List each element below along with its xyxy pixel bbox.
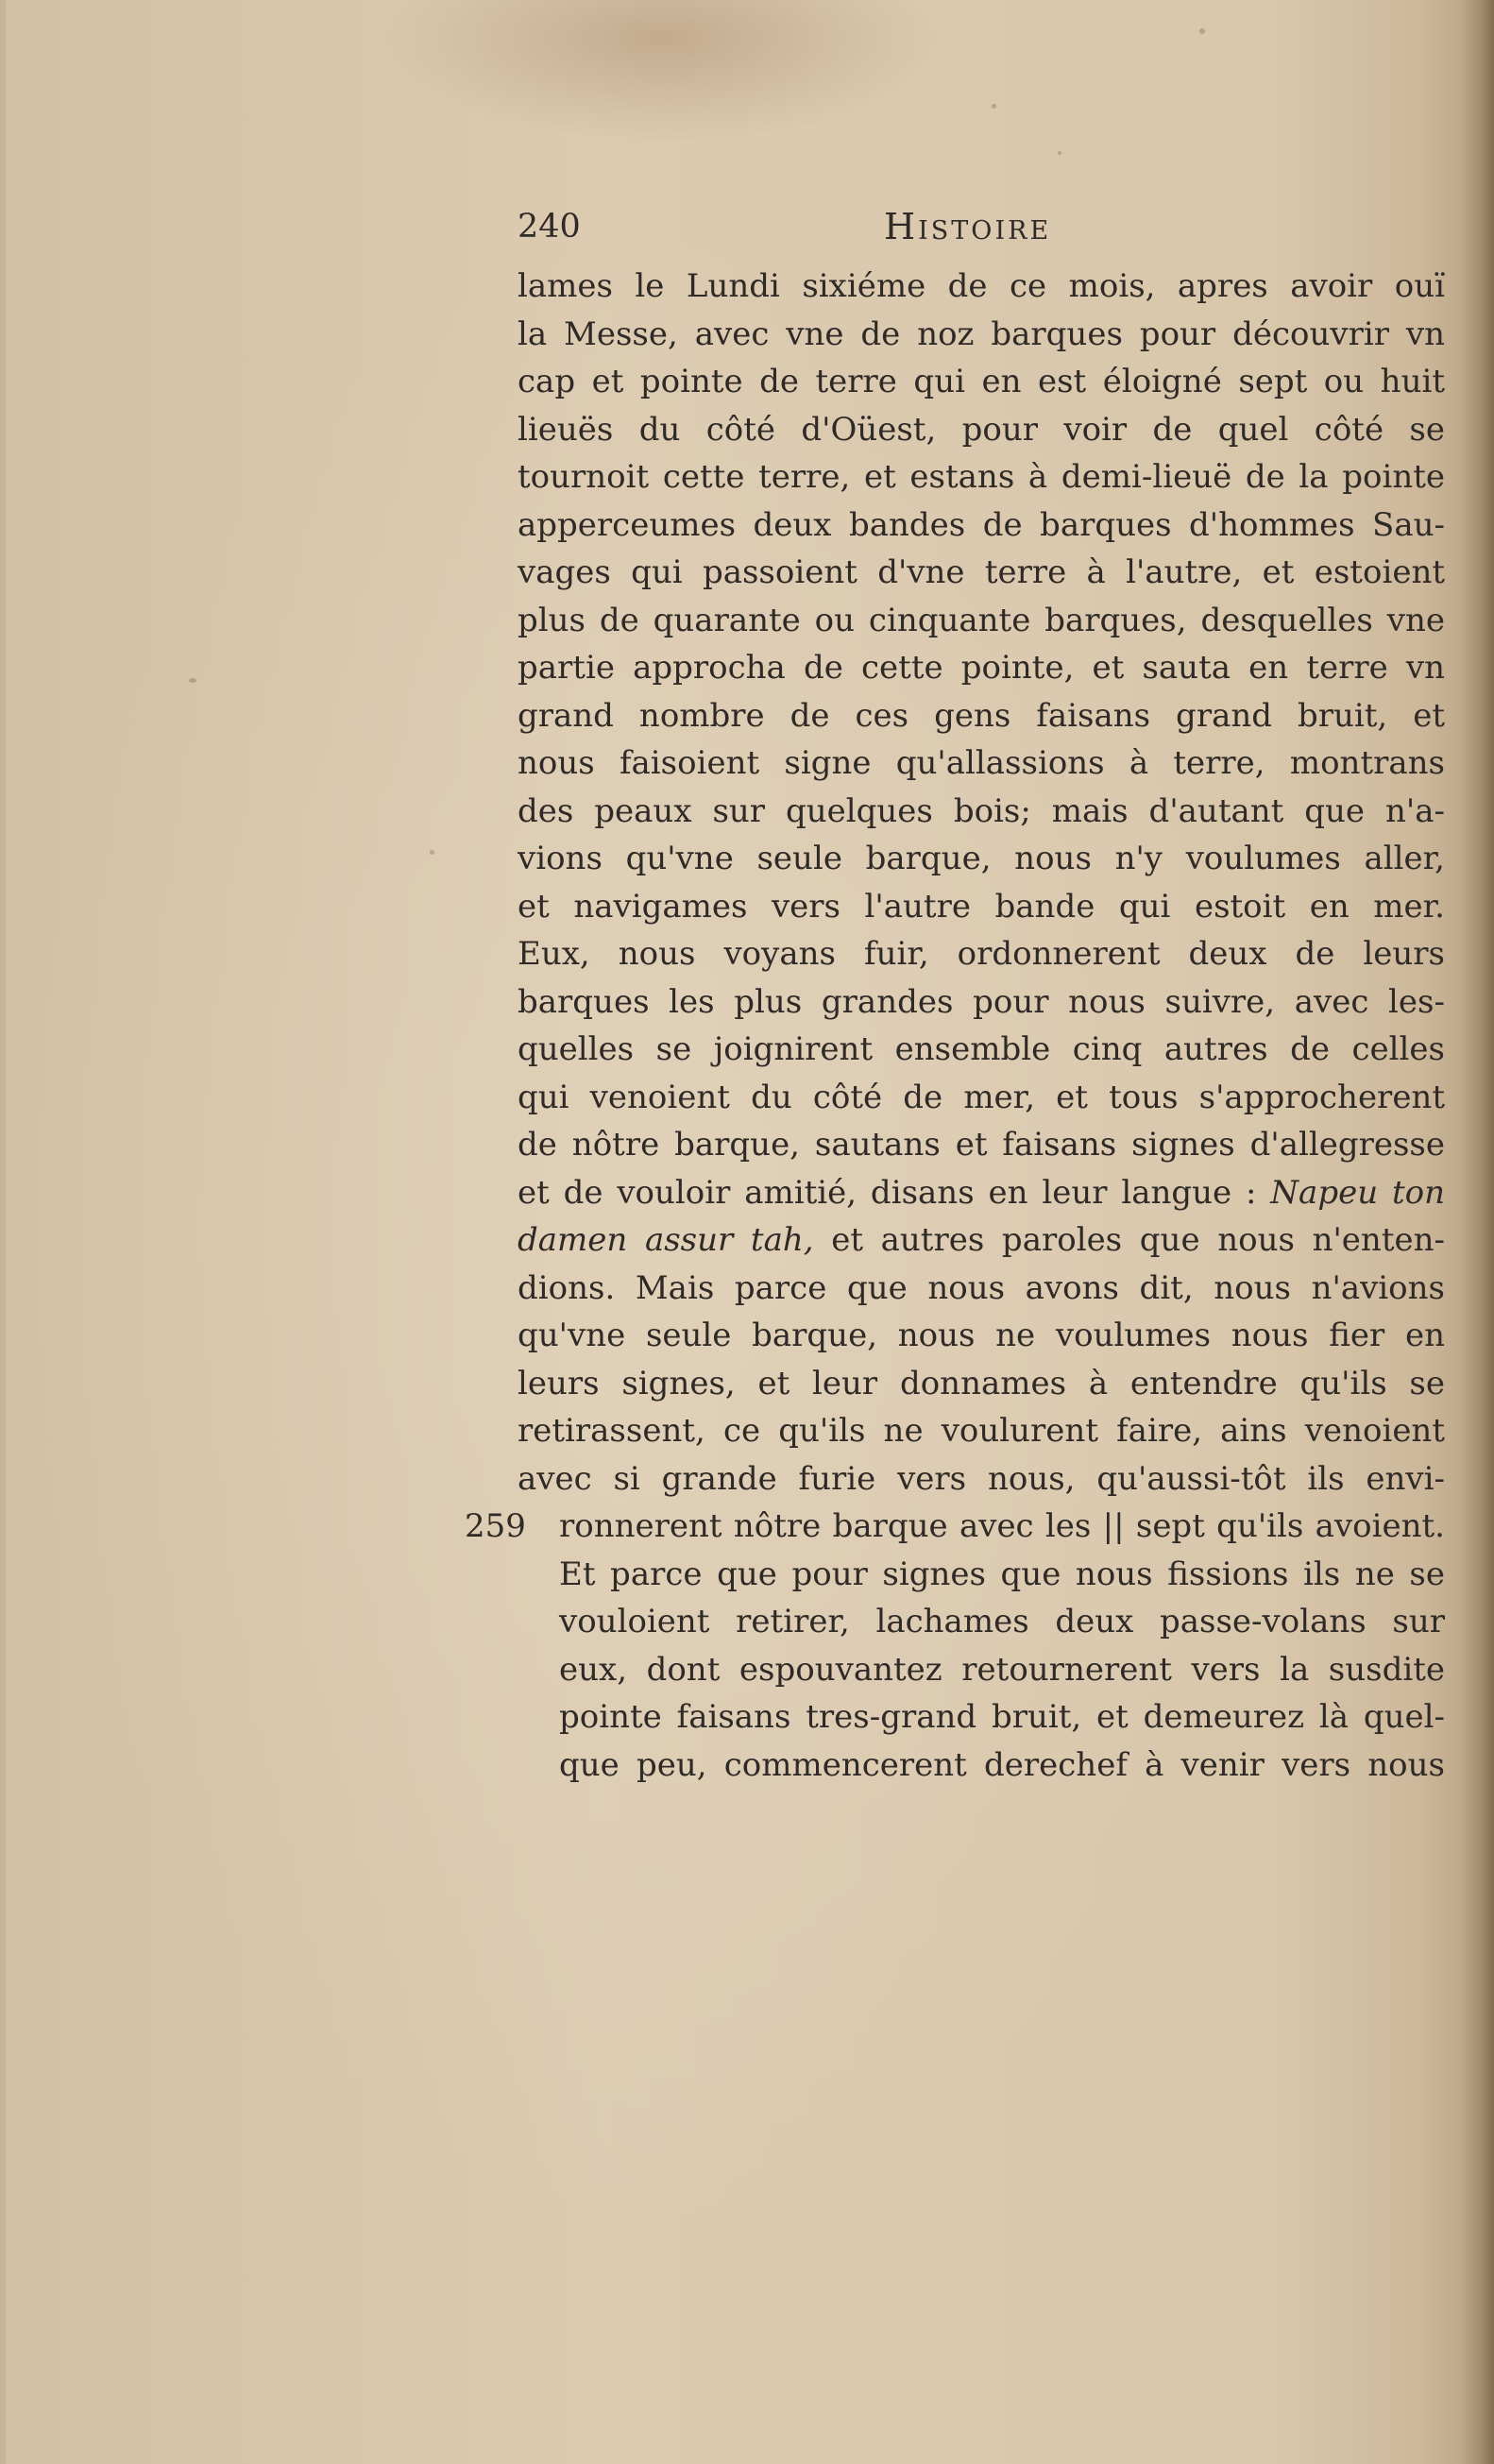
text-line: Eux, nous voyans fuir, ordonnerent deux de leurs [518,935,1445,973]
page-left-edge [0,0,6,2464]
text-line: grand nombre de ces gens faisans grand bruit, et [518,696,1445,735]
text-line: nous faisoient signe qu'allassions à terre, montrans [518,744,1445,782]
text-line: quelles se joignirent ensemble cinq autres de celles [518,1030,1445,1068]
text-line: cap et pointe de terre qui en est éloigné sept ou huit [518,363,1445,400]
text-line [518,1169,1445,1217]
text-line: apperceumes deux bandes de barques d'hommes Sau- [518,505,1445,544]
text-line [518,1216,1445,1265]
text-line: vions qu'vne seule barque, nous n'y voulumes aller, [518,840,1445,877]
text-line: vages qui passoient d'vne terre à l'autre, et estoient [518,553,1445,591]
paper-spot [992,104,996,109]
text-line: plus de quarante ou cinquante barques, desquelles vne [518,601,1445,639]
text-line: la Messe, avec vne de noz barques pour découvrir vn [518,314,1445,353]
running-title: Histoire [884,206,1052,247]
text-line: avec si grande furie vers nous, qu'aussi-tôt ils envi- [518,1459,1445,1498]
text-line: des peaux sur quelques bois; mais d'autant que n'a- [518,791,1445,830]
text-line: vouloient retirer, lachames deux passe-volans sur [559,1603,1445,1640]
text-segment: et de vouloir amitié, disans en leur langue : [518,1173,1257,1212]
text-line: partie approcha de cette pointe, et sauta en terre vn [518,649,1445,687]
text-line [465,1503,1445,1551]
text-line: barques les plus grandes pour nous suivre, avec les- [518,982,1445,1021]
body-text [465,263,1445,1789]
text-line: de nôtre barque, sautans et faisans signes d'allegresse [518,1126,1445,1164]
text-line: que peu, commencerent derechef à venir vers nous [559,1745,1445,1784]
text-line: lames le Lundi sixiéme de ce mois, apres avoir ouï [518,267,1445,305]
text-line: qu'vne seule barque, nous ne voulumes nous fier en [518,1317,1445,1354]
page-right-edge-shadow [1460,0,1494,2464]
text-line: Et parce que pour signes que nous fissions ils ne se [559,1555,1445,1593]
page-number: 240 [518,208,581,246]
margin-page-reference: 259 [465,1507,526,1545]
text-line: dions. Mais parce que nous avons dit, nous n'avions [518,1268,1445,1307]
text-line: eux, dont espouvantez retournerent vers la susdite [559,1650,1445,1689]
text-line: et navigames vers l'autre bande qui estoit en mer. [518,887,1445,926]
text-segment: ronnerent nôtre barque avec les || sept qu'ils avoient. [559,1507,1445,1545]
native-phrase-part-1: Napeu ton [1270,1173,1445,1212]
running-header [518,200,1462,253]
text-line: lieuës du côté d'Oüest, pour voir de quel côté se [518,410,1445,449]
native-phrase-part-2: damen assur tah, [518,1221,814,1259]
paper-spot [1058,151,1061,155]
text-line: pointe faisans tres-grand bruit, et demeurez là quel- [559,1698,1445,1736]
text-segment: et autres paroles que nous n'enten- [831,1221,1445,1259]
paper-spot [189,678,196,683]
text-line: leurs signes, et leur donnames à entendre qu'ils se [518,1364,1445,1402]
text-line: qui venoient du côté de mer, et tous s'approcherent [518,1078,1445,1116]
text-line: tournoit cette terre, et estans à demi-lieuë de la pointe [518,458,1445,496]
paper-spot [430,850,434,855]
text-line: retirassent, ce qu'ils ne voulurent faire, ains venoient [518,1412,1445,1450]
paper-spot [1199,28,1205,34]
